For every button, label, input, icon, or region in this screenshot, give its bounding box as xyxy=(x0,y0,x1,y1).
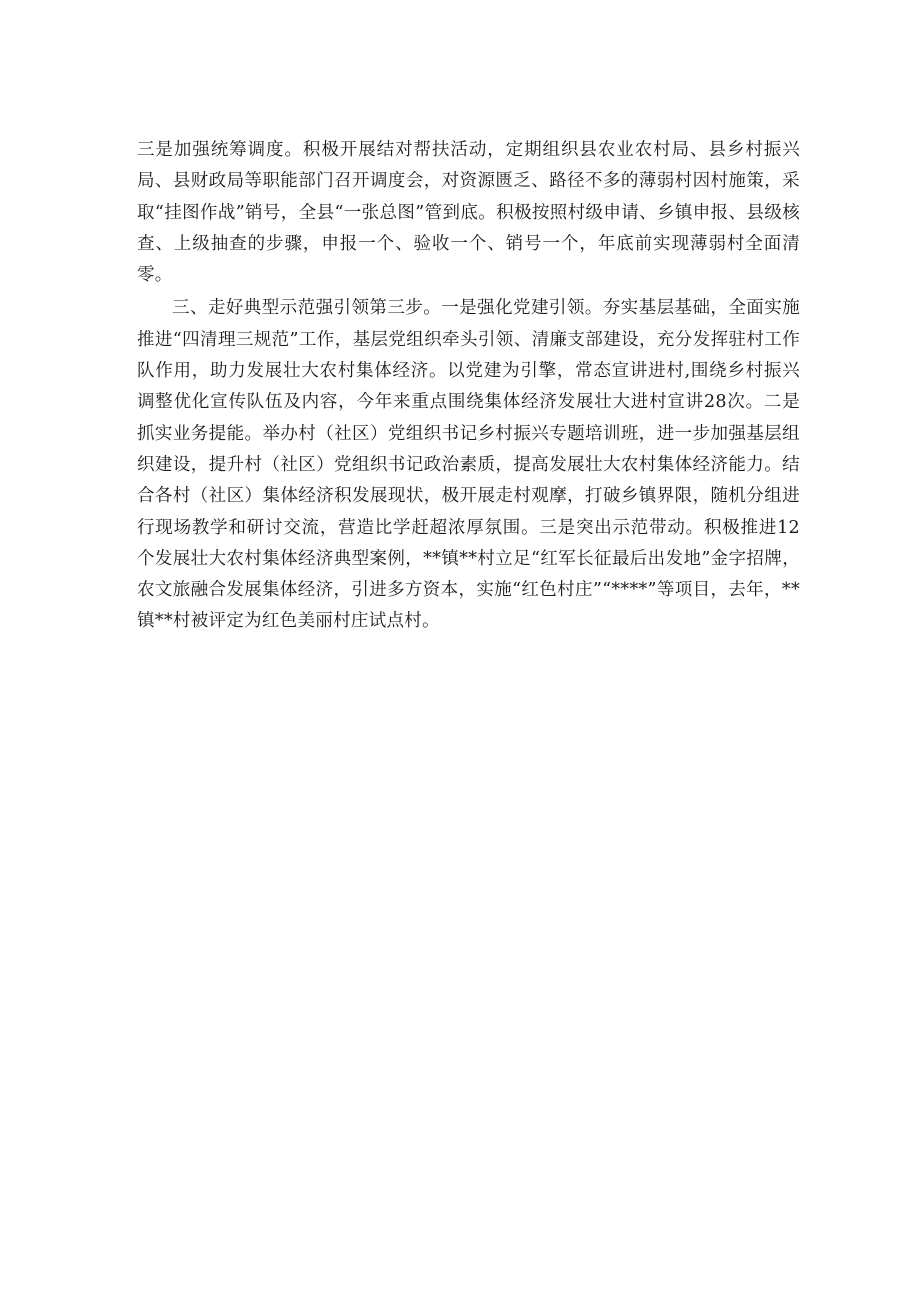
paragraph-section-three: 三、走好典型示范强引领第三步。一是强化党建引领。夯实基层基础，全面实施推进“四清理三规范”工作，基层党组织牵头引领、清廉支部建设，充分发挥驻村工作队作用，助力发展壮大农村集体经济。以党建为引擎，常态宣讲进村,围绕乡村振兴调整优化宣传队伍及内容，今年来重点围绕集体经济发展壮大进村宣讲28次。二是抓实业务提能。举办村（社区）党组织书记乡村振兴专题培训班，进一步加强基层组织建设，提升村（社区）党组织书记政治素质，提高发展壮大农村集体经济能力。结合各村（社区）集体经济积发展现状，极开展走村观摩，打破乡镇界限，随机分组进行现场教学和研讨交流，营造比学赶超浓厚氛围。三是突出示范带动。积极推进12个发展壮大农村集体经济典型案例，**镇**村立足“红军长征最后出发地”金字招牌，农文旅融合发展集体经济，引进多方资本，实施“红色村庄”“****”等项目，去年，**镇**村被评定为红色美丽村庄试点村。 xyxy=(137,298,800,632)
document-body xyxy=(137,135,800,638)
paragraph-coordination: 三是加强统筹调度。积极开展结对帮扶活动，定期组织县农业农村局、县乡村振兴局、县财政局等职能部门召开调度会，对资源匮乏、路径不多的薄弱村因村施策，采取“挂图作战”销号，全县“一张总图”管到底。积极按照村级申请、乡镇申报、县级核查、上级抽查的步骤，申报一个、验收一个、销号一个，年底前实现薄弱村全面清零。 xyxy=(137,140,800,286)
